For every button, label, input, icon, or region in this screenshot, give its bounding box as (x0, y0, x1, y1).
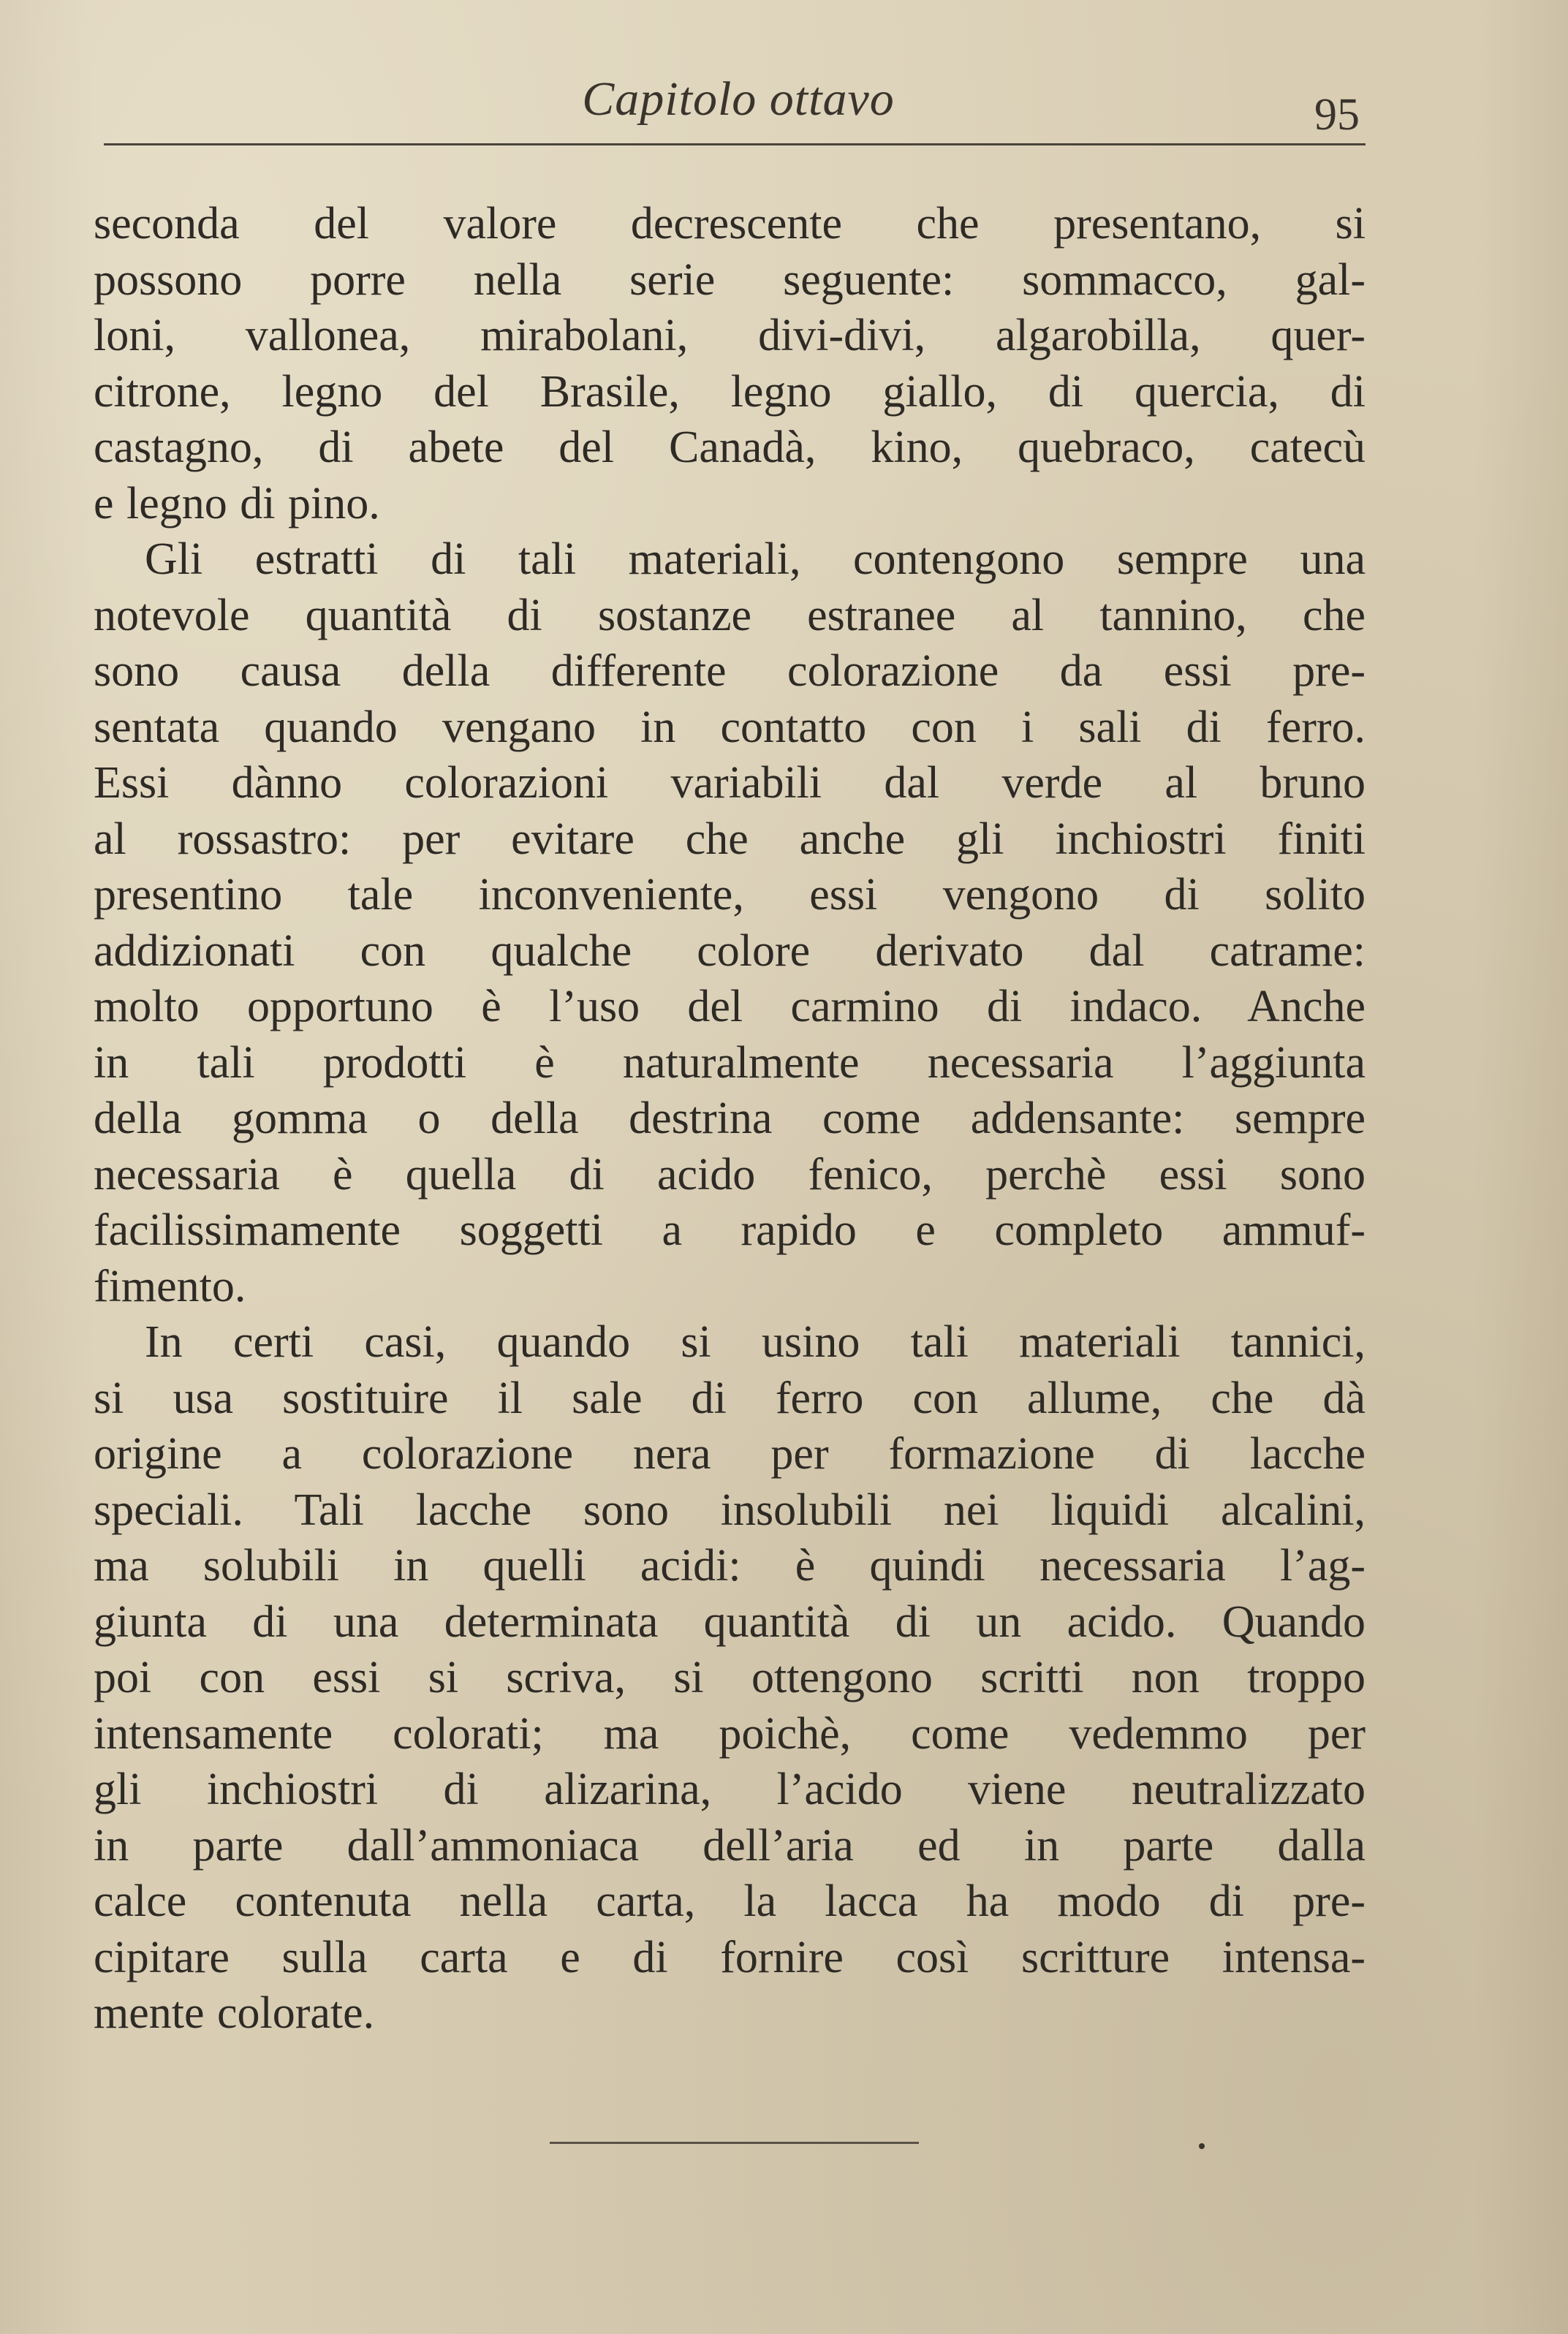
text-line: poi con essi si scriva, si ottengono scritti non troppo (94, 1653, 1366, 1702)
text-line: fimento. (94, 1261, 246, 1311)
text-line: presentino tale inconveniente, essi vengono di solito (94, 870, 1366, 920)
ink-speck (1199, 2143, 1205, 2149)
header-rule (104, 143, 1366, 145)
text-line: facilissimamente soggetti a rapido e completo ammuf- (94, 1205, 1366, 1255)
text-line: Essi dànno colorazioni variabili dal verde al bruno (94, 758, 1366, 808)
page-number: 95 (1314, 90, 1360, 140)
running-head (0, 64, 1568, 140)
text-line: intensamente colorati; ma poichè, come vedemmo per (94, 1708, 1366, 1759)
text-line: addizionati con qualche colore derivato dal catrame: (94, 925, 1366, 976)
text-line: gli inchiostri di alizarina, l’acido viene neutralizzato (94, 1765, 1366, 1814)
text-line: Gli estratti di tali materiali, contengono sempre una (145, 534, 1366, 584)
text-line: in tali prodotti è naturalmente necessaria l’aggiunta (94, 1037, 1366, 1088)
text-line: origine a colorazione nera per formazione di lacche (94, 1429, 1366, 1479)
text-line: possono porre nella serie seguente: sommacco, gal- (94, 254, 1366, 305)
text-line: necessaria è quella di acido fenico, perchè essi sono (94, 1149, 1366, 1200)
text-line: calce contenuta nella carta, la lacca ha modo di pre- (94, 1876, 1366, 1926)
text-line: speciali. Tali lacche sono insolubili nei liquidi alcalini, (94, 1485, 1366, 1535)
text-line: in parte dall’ammoniaca dell’aria ed in parte dalla (94, 1820, 1366, 1871)
text-line: cipitare sulla carta e di fornire così scritture intensa- (94, 1932, 1366, 1982)
text-line: sentata quando vengano in contatto con i sali di ferro. (94, 702, 1366, 752)
text-line: loni, vallonea, mirabolani, divi-divi, algarobilla, quer- (94, 311, 1366, 360)
text-line: sono causa della differente colorazione da essi pre- (94, 646, 1366, 696)
text-line: In certi casi, quando si usino tali materiali tannici, (145, 1317, 1366, 1367)
text-line: ma solubili in quelli acidi: è quindi necessaria l’ag- (94, 1541, 1366, 1591)
end-of-chapter-rule (550, 2142, 919, 2144)
text-line: castagno, di abete del Canadà, kino, quebraco, catecù (94, 423, 1366, 472)
text-line: si usa sostituire il sale di ferro con allume, che dà (94, 1373, 1366, 1423)
chapter-title: Capitolo ottavo (582, 72, 895, 126)
text-line: e legno di pino. (94, 478, 380, 528)
text-line: al rossastro: per evitare che anche gli inchiostri finiti (94, 814, 1366, 864)
text-line: notevole quantità di sostanze estranee al tannino, che (94, 590, 1366, 640)
text-line: mente colorate. (94, 1988, 375, 2038)
text-line: giunta di una determinata quantità di un acido. Quando (94, 1596, 1366, 1647)
text-line: molto opportuno è l’uso del carmino di indaco. Anche (94, 982, 1366, 1031)
text-line: seconda del valore decrescente che presentano, si (94, 199, 1366, 249)
text-line: della gomma o della destrina come addensante: sempre (94, 1094, 1366, 1143)
text-line: citrone, legno del Brasile, legno giallo, di quercia, di (94, 366, 1366, 417)
body-text (94, 196, 1366, 2042)
